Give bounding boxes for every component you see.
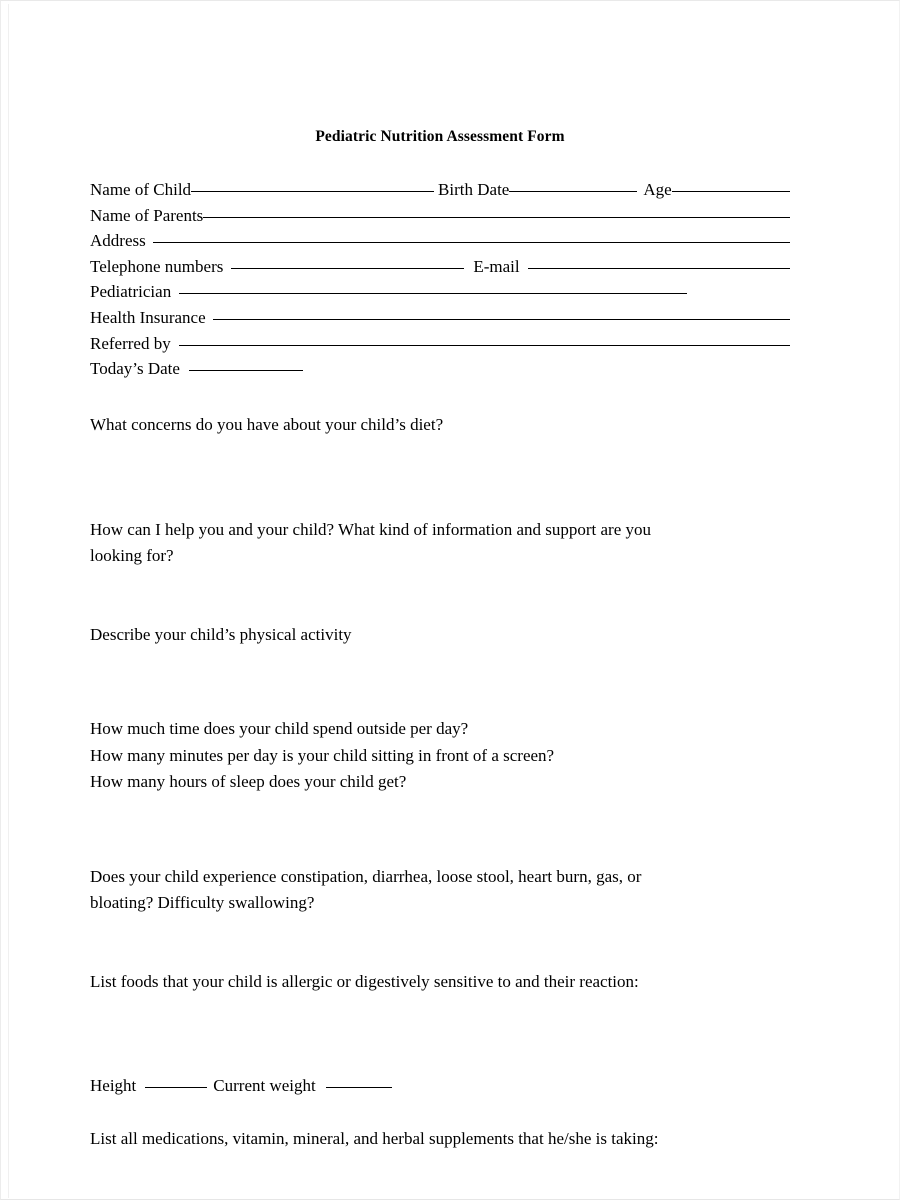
label-age: Age [643, 180, 672, 199]
input-telephone-numbers[interactable] [231, 268, 464, 269]
patient-information-fields [90, 177, 790, 382]
label-pediatrician: Pediatrician [90, 282, 172, 302]
field-row-referred-by [90, 331, 790, 357]
page-title: Pediatric Nutrition Assessment Form [315, 128, 565, 145]
field-row-height-weight [90, 1073, 758, 1100]
input-name-of-child[interactable] [191, 191, 434, 192]
answer-space-diet-concerns[interactable] [90, 439, 758, 517]
field-row-todays-date [90, 356, 790, 382]
question-diet-concerns [90, 412, 758, 439]
question-medications-supplements [90, 1126, 758, 1153]
field-row-health-insurance [90, 305, 790, 331]
spacer-before-medications [90, 1100, 758, 1126]
question-physical-activity-text: Describe your child’s physical activity [90, 624, 352, 644]
label-current-weight: Current weight [213, 1076, 316, 1095]
field-row-telephone-email [90, 254, 790, 280]
input-height[interactable] [145, 1087, 207, 1088]
field-row-address [90, 228, 790, 254]
answer-space-time-and-sleep[interactable] [90, 796, 758, 864]
questions-section [90, 412, 758, 1152]
input-todays-date[interactable] [189, 370, 303, 371]
label-email: E-mail [473, 256, 520, 276]
input-email[interactable] [528, 268, 790, 269]
question-screen-time: How many minutes per day is your child sitting in front of a screen? [90, 745, 555, 765]
answer-space-help-and-support[interactable] [90, 570, 758, 622]
question-help-and-support-line-2: looking for? [90, 546, 174, 565]
input-pediatrician[interactable] [179, 293, 687, 294]
question-outside-time: How much time does your child spend outside per day? [90, 719, 469, 738]
answer-space-food-allergies[interactable] [90, 995, 758, 1073]
input-age[interactable] [672, 191, 790, 192]
input-name-of-parents[interactable] [203, 217, 790, 218]
question-food-allergies-text: List foods that your child is allergic or digestively sensitive to and their reaction: [90, 971, 639, 991]
question-time-and-sleep [90, 716, 758, 796]
question-digestive-symptoms [90, 864, 758, 917]
label-telephone-numbers: Telephone numbers [90, 256, 224, 276]
question-help-and-support [90, 517, 758, 570]
input-health-insurance[interactable] [213, 319, 790, 320]
label-todays-date: Today’s Date [90, 359, 180, 379]
input-address[interactable] [153, 242, 790, 243]
label-birth-date: Birth Date [438, 180, 510, 199]
label-name-of-child: Name of Child [90, 180, 192, 199]
question-digestive-symptoms-line-2: bloating? Difficulty swallowing? [90, 893, 315, 912]
question-diet-concerns-text: What concerns do you have about your child’s diet? [90, 415, 444, 434]
question-help-and-support-line-1: How can I help you and your child? What kind of information and support are you [90, 519, 652, 539]
question-digestive-symptoms-line-1: Does your child experience constipation, diarrhea, loose stool, heart burn, gas, or [90, 866, 642, 886]
label-height: Height [90, 1076, 137, 1095]
question-physical-activity [90, 622, 758, 649]
answer-space-digestive-symptoms[interactable] [90, 917, 758, 969]
label-address: Address [90, 231, 146, 251]
question-medications-supplements-text: List all medications, vitamin, mineral, and herbal supplements that he/she is taking: [90, 1128, 659, 1148]
label-name-of-parents: Name of Parents [90, 205, 204, 225]
field-row-name-birthdate-age [90, 177, 790, 203]
field-row-pediatrician [90, 279, 790, 305]
question-food-allergies [90, 969, 758, 996]
question-sleep-hours: How many hours of sleep does your child get? [90, 772, 407, 791]
label-referred-by: Referred by [90, 333, 171, 353]
answer-space-physical-activity[interactable] [90, 648, 758, 716]
input-current-weight[interactable] [326, 1087, 392, 1088]
input-birth-date[interactable] [509, 191, 637, 192]
label-health-insurance: Health Insurance [90, 307, 206, 327]
input-referred-by[interactable] [179, 345, 790, 346]
field-row-name-of-parents [90, 203, 790, 229]
